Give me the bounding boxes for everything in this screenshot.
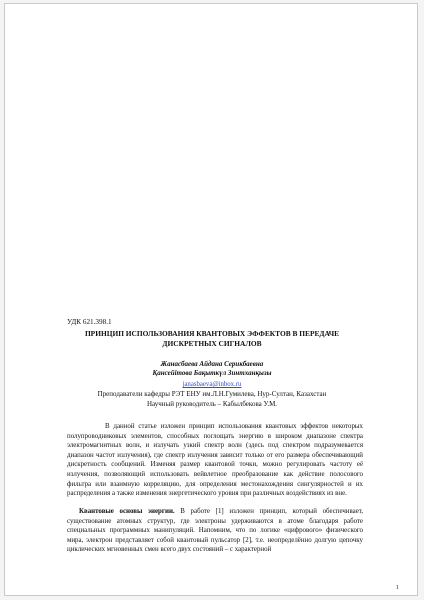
email-line bbox=[45, 380, 379, 389]
document-page bbox=[4, 3, 418, 596]
author-list bbox=[45, 360, 379, 378]
abstract-paragraph: В данной статье изложен принцип использования квантовых эффектов некоторых полупроводниковых элементов, способных поглощать энергию в широком диапазоне спектра электромагнитных волн, и излучать узкий спектр волн (здесь под спектром подразумевается диапазон частот излучения), где спектр излучения зависит только от его размера обеспечивающий дискретность сообщений. Изменяя размер квантовой точки, можно регулировать частоту её излучения, позволяющий использовать вейвлетное преобразование как действие полосового фильтра или взаимную корреляцию, для определения местонахождения сингулярностей и их распределения а также изменения энергетического уровня при различных воздействиях из вне. bbox=[67, 423, 363, 498]
advisor-line: Научный руководитель – Кабылбекова У.М. bbox=[146, 399, 278, 408]
author-name: Қансейітова Бақыткүл Зинтханқызы bbox=[152, 369, 272, 377]
author-name: Жанасбаева Айдана Серикбаевна bbox=[160, 360, 264, 368]
title-line: ПРИНЦИП ИСПОЛЬЗОВАНИЯ КВАНТОВЫХ ЭФФЕКТОВ В ПЕРЕДАЧЕ bbox=[84, 329, 340, 338]
body-text: В работе [1] изложен принцип, который обеспечивает, существование атомных структур, где электроны удерживаются в атоме благодаря работе специальных программных манипуляций. Напомним, что по логике «цифрового» физического мира, электрон представляет собой квантовый пульсатор [2], т.е. неопределённо долгую цепочку циклических мгновенных смен всего двух состояний – с характерной bbox=[67, 508, 363, 554]
affiliation-line: Преподаватели кафедры РЭТ ЕНУ им.Л.Н.Гумилева, Нур-Султан, Казахстан bbox=[97, 390, 327, 398]
article-title bbox=[45, 329, 379, 348]
page-number: 1 bbox=[395, 584, 399, 591]
title-line: ДИСКРЕТНЫХ СИГНАЛОВ bbox=[162, 338, 262, 348]
author-email-link[interactable]: janasbaeva@inbox.ru bbox=[182, 381, 242, 388]
udk-code: УДК 621.398.1 bbox=[67, 318, 112, 326]
body-paragraph bbox=[67, 507, 363, 555]
affiliation bbox=[45, 390, 379, 409]
section-heading: Квантовые основы энергии. bbox=[79, 508, 175, 515]
